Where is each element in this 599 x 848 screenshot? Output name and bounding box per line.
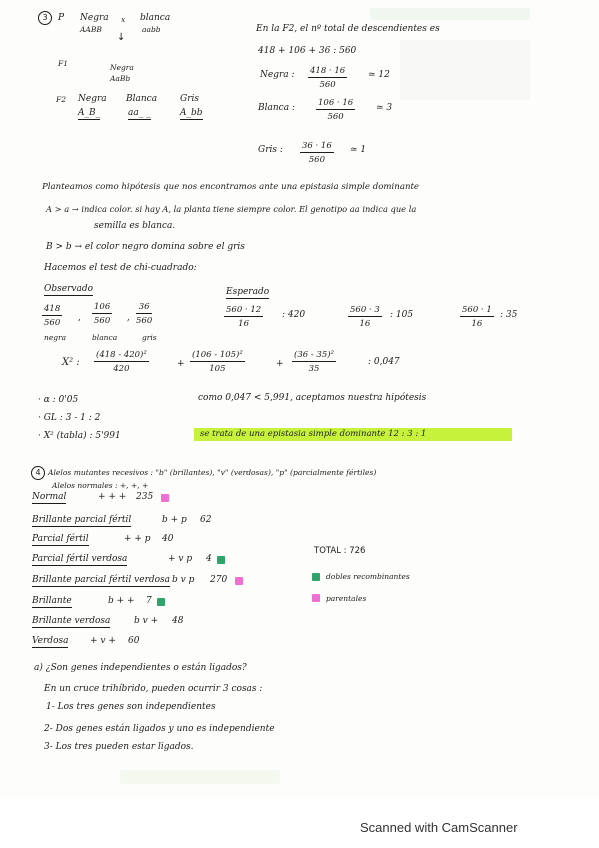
total-descendants-text: En la F2, el nº total de descendientes es — [256, 24, 440, 34]
f2-label: F2 — [56, 95, 66, 104]
legend-double-recombinants: dobles recombinantes — [326, 572, 410, 581]
observed-gris-fraction — [136, 302, 152, 326]
question-a-option-3: 3- Los tres pueden estar ligados. — [44, 742, 194, 752]
scan-stain — [400, 40, 530, 100]
ratio-negra-label: Negra : — [260, 70, 295, 80]
f2-blanca: Blanca — [126, 94, 158, 104]
phenotype-count: 4 — [206, 554, 212, 564]
legend-pink-swatch — [312, 594, 320, 602]
alpha-value: · α : 0'05 — [38, 395, 79, 405]
ratio-blanca-denominator: 560 — [327, 112, 344, 122]
p2-phenotype: blanca — [140, 13, 171, 23]
f2-gris-genotype: A_bb — [180, 108, 203, 118]
expected-negra-denominator: 16 — [238, 319, 249, 329]
phenotype-genotype: b v p — [172, 575, 195, 585]
expected-gris-numerator: 560 · 1 — [462, 305, 492, 315]
total-count: TOTAL : 726 — [314, 546, 366, 556]
scan-stain — [120, 770, 280, 784]
f2-gris: Gris — [180, 94, 199, 104]
phenotype-genotype: + + + — [98, 492, 127, 502]
comparison-statement: como 0,047 < 5,991, aceptamos nuestra hipótesis — [198, 393, 427, 403]
phenotype-count: 7 — [146, 596, 152, 606]
f1-phenotype: Negra — [110, 63, 134, 72]
ratio-gris-result: ≃ 1 — [350, 145, 367, 155]
phenotype-genotype: + + p — [124, 534, 151, 544]
phenotype-genotype: b + p — [162, 515, 187, 525]
phenotype-count: 48 — [172, 616, 184, 626]
chi-square-intro: Hacemos el test de chi-cuadrado: — [44, 263, 197, 273]
chi-square-label: X² : — [62, 357, 80, 368]
f1-genotype: AaBb — [110, 74, 131, 83]
mutant-alleles-text: Alelos mutantes recesivos : "b" (brillantes), "v" (verdosas), "p" (parcialmente fértiles) — [48, 468, 377, 477]
phenotype-name: Brillante parcial fértil — [32, 515, 132, 525]
f2-negra-genotype: A_B_ — [78, 108, 101, 118]
phenotype-name: Brillante verdosa — [32, 616, 111, 626]
phenotype-genotype: + v p — [168, 554, 193, 564]
chi-term-2-numerator: (106 - 105)² — [192, 350, 243, 360]
phenotype-name: Brillante parcial fértil verdosa — [32, 575, 171, 585]
ratio-gris-denominator: 560 — [308, 155, 325, 165]
green-marker — [217, 556, 225, 564]
chi-table-value: · X² (tabla) : 5'991 — [38, 431, 121, 441]
expected-blanca-result: : 105 — [390, 310, 414, 320]
expected-gris-denominator: 16 — [471, 319, 483, 329]
observed-negra-fraction — [42, 304, 62, 328]
observed-blanca-fraction — [92, 302, 112, 326]
phenotype-count: 270 — [210, 575, 228, 585]
observed-gris-denominator: 560 — [136, 316, 153, 326]
expected-gris-result: : 35 — [500, 310, 518, 320]
observed-blanca-numerator: 106 — [94, 302, 111, 312]
observed-gris-numerator: 36 — [136, 302, 152, 314]
observed-negra-denominator: 560 — [44, 318, 61, 328]
ratio-blanca-result: ≃ 3 — [376, 103, 393, 113]
phenotype-count: 62 — [200, 515, 212, 525]
expected-label: Esperado — [226, 287, 270, 297]
p2-genotype: aabb — [142, 25, 161, 34]
question-a: a) ¿Son genes independientes o están ligados? — [34, 663, 247, 673]
chi-term-1-fraction — [94, 350, 149, 374]
chi-term-1-denominator: 420 — [113, 364, 130, 374]
expected-gris-fraction — [460, 305, 494, 329]
question-a-line-1: En un cruce trihíbrido, pueden ocurrir 3 cosas : — [44, 684, 263, 694]
p1-phenotype: Negra — [80, 13, 109, 23]
total-sum: 418 + 106 + 36 : 560 — [258, 46, 357, 56]
scanner-watermark: Scanned with CamScanner — [360, 820, 518, 835]
ratio-blanca-label: Blanca : — [258, 103, 295, 113]
expected-blanca-denominator: 16 — [359, 319, 371, 329]
hypothesis-line-1: Planteamos como hipótesis que nos encontramos ante una epistasia simple dominante — [42, 182, 420, 192]
plus-sign: + — [276, 359, 284, 369]
p1-genotype: AABB — [80, 25, 102, 34]
conclusion-text: se trata de una epistasia simple dominante 12 : 3 : 1 — [200, 429, 427, 439]
phenotype-name: Verdosa — [32, 636, 69, 646]
phenotype-count: 40 — [162, 534, 174, 544]
legend-green-swatch — [312, 573, 320, 581]
hypothesis-line-2: A > a → indica color. si hay A, la planta tiene siempre color. El genotipo aa indica que la — [46, 204, 417, 214]
ratio-negra-result: ≃ 12 — [368, 70, 390, 80]
phenotype-genotype: + v + — [90, 636, 116, 646]
chi-square-result: : 0,047 — [368, 357, 400, 367]
chi-term-2-denominator: 105 — [209, 364, 226, 374]
ratio-gris-label: Gris : — [258, 145, 283, 155]
observed-separator: , — [127, 313, 130, 323]
observed-name-gris: gris — [142, 333, 157, 342]
observed-label: Observado — [44, 284, 94, 294]
chi-term-3-fraction — [292, 350, 336, 374]
phenotype-genotype: b + + — [108, 596, 135, 606]
chi-term-3-denominator: 35 — [308, 364, 320, 374]
expected-blanca-fraction — [348, 305, 382, 329]
phenotype-name: Normal — [32, 492, 67, 502]
plus-sign: + — [177, 359, 185, 369]
observed-negra-numerator: 418 — [44, 304, 61, 314]
question-a-option-1: 1- Los tres genes son independientes — [46, 702, 216, 712]
phenotype-genotype: b v + — [134, 616, 159, 626]
expected-negra-result: : 420 — [282, 310, 306, 320]
chi-term-1-numerator: (418 - 420)² — [96, 350, 147, 360]
ratio-negra-numerator: 418 · 16 — [310, 66, 346, 76]
chi-term-3-numerator: (36 - 35)² — [294, 350, 334, 360]
hypothesis-line-4: B > b → el color negro domina sobre el gris — [46, 242, 245, 252]
expected-negra-fraction — [224, 305, 263, 329]
observed-blanca-denominator: 560 — [94, 316, 111, 326]
observed-separator: , — [78, 313, 81, 323]
normal-alleles-text: Alelos normales : +, +, + — [52, 481, 149, 490]
hypothesis-line-3: semilla es blanca. — [94, 221, 176, 231]
down-arrow-icon: ↓ — [117, 32, 126, 43]
f1-label: F1 — [58, 59, 68, 68]
phenotype-count: 235 — [136, 492, 154, 502]
chi-term-2-fraction — [190, 350, 245, 374]
phenotype-count: 60 — [128, 636, 140, 646]
ratio-gris-numerator: 36 · 16 — [302, 141, 332, 151]
degrees-of-freedom: · GL : 3 - 1 : 2 — [38, 413, 101, 423]
green-marker — [157, 598, 165, 606]
phenotype-name: Parcial fértil verdosa — [32, 554, 128, 564]
ratio-blanca-numerator: 106 · 16 — [318, 98, 354, 108]
ratio-blanca-fraction — [316, 98, 355, 122]
phenotype-name: Brillante — [32, 596, 72, 606]
question-a-option-2: 2- Dos genes están ligados y uno es independiente — [44, 724, 275, 734]
observed-name-blanca: blanca — [92, 333, 118, 342]
f2-blanca-genotype: aa_ _ — [128, 108, 151, 118]
observed-name-negra: negra — [44, 333, 67, 342]
scan-stain — [370, 8, 530, 20]
pink-marker — [161, 494, 169, 502]
ratio-gris-fraction — [300, 141, 334, 165]
legend-parentals: parentales — [326, 594, 367, 603]
phenotype-name: Parcial fértil — [32, 534, 89, 544]
ratio-negra-fraction — [308, 66, 347, 90]
f2-negra: Negra — [78, 94, 107, 104]
expected-negra-numerator: 560 · 12 — [226, 305, 262, 315]
pink-marker — [235, 577, 243, 585]
problem-number-3: 3 — [38, 11, 52, 25]
problem-number-4: 4 — [31, 466, 45, 480]
expected-blanca-numerator: 560 · 3 — [350, 305, 380, 315]
cross-symbol: x — [121, 15, 126, 24]
p-label: P — [58, 13, 65, 23]
ratio-negra-denominator: 560 — [319, 80, 336, 90]
